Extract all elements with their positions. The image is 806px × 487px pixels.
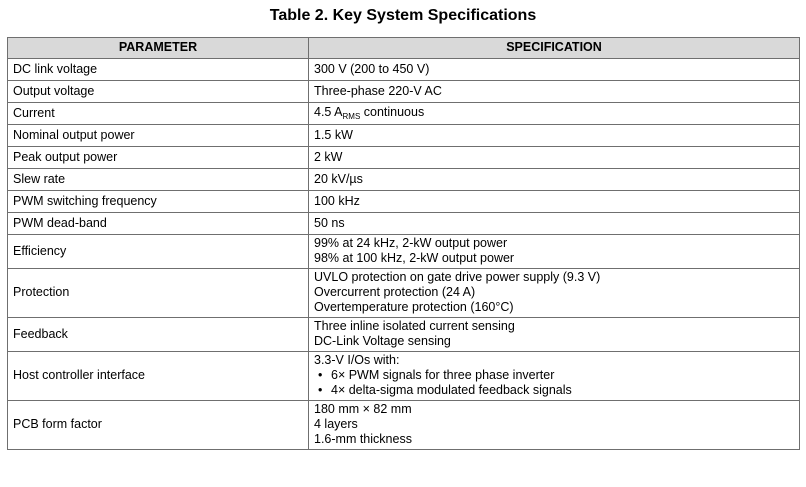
spec-line: 20 kV/µs xyxy=(314,171,363,186)
parameter-cell: Output voltage xyxy=(8,81,309,103)
table-row xyxy=(8,213,800,235)
spec-line: Three-phase 220-V AC xyxy=(314,83,442,98)
table-row xyxy=(8,169,800,191)
spec-line: 1.5 kW xyxy=(314,127,353,142)
spec-line: 300 V (200 to 450 V) xyxy=(314,61,430,76)
spec-line xyxy=(314,105,794,121)
table-row xyxy=(8,59,800,81)
parameter-cell: Protection xyxy=(8,269,309,318)
specification-cell xyxy=(309,401,800,450)
spec-line: Three inline isolated current sensing xyxy=(314,319,515,333)
table-title: Table 2. Key System Specifications xyxy=(269,7,537,24)
spec-line: 3.3-V I/Os with: xyxy=(314,353,400,367)
specification-cell xyxy=(309,169,800,191)
current-suffix: continuous xyxy=(360,105,425,119)
spec-line: UVLO protection on gate drive power supply (9.3 V) xyxy=(314,270,601,284)
bullet-icon: • xyxy=(318,368,323,382)
list-item xyxy=(314,368,794,383)
parameter-cell: PWM dead-band xyxy=(8,213,309,235)
specification-cell xyxy=(309,81,800,103)
table-row xyxy=(8,81,800,103)
specification-header: SPECIFICATION xyxy=(309,38,800,59)
parameter-cell: Feedback xyxy=(8,318,309,352)
spec-line: 1.6-mm thickness xyxy=(314,432,412,446)
table-row xyxy=(8,352,800,401)
parameter-cell: PCB form factor xyxy=(8,401,309,450)
specification-cell xyxy=(309,147,800,169)
spec-line: Overtemperature protection (160°C) xyxy=(314,300,514,314)
specification-cell xyxy=(309,269,800,318)
current-value: 4.5 A xyxy=(314,105,343,119)
spec-line: 50 ns xyxy=(314,215,345,230)
table-row xyxy=(8,147,800,169)
table-header-row xyxy=(8,38,800,59)
bullet-list xyxy=(314,368,794,398)
table-row xyxy=(8,318,800,352)
spec-line: 99% at 24 kHz, 2-kW output power xyxy=(314,236,508,250)
specification-cell xyxy=(309,59,800,81)
table-row xyxy=(8,401,800,450)
spec-line: 180 mm × 82 mm xyxy=(314,402,412,416)
parameter-cell: Efficiency xyxy=(8,235,309,269)
table-row xyxy=(8,235,800,269)
specification-cell xyxy=(309,213,800,235)
parameter-cell: Current xyxy=(8,103,309,125)
spec-line: 2 kW xyxy=(314,149,343,164)
spec-line: 98% at 100 kHz, 2-kW output power xyxy=(314,251,515,265)
parameter-cell: Host controller interface xyxy=(8,352,309,401)
bullet-text: 6× PWM signals for three phase inverter xyxy=(331,368,555,382)
table-row xyxy=(8,191,800,213)
specification-cell xyxy=(309,125,800,147)
specification-cell xyxy=(309,191,800,213)
specification-cell xyxy=(309,352,800,401)
spec-line: 4 layers xyxy=(314,417,358,431)
specification-cell xyxy=(309,103,800,125)
table-row xyxy=(8,103,800,125)
parameter-cell: Nominal output power xyxy=(8,125,309,147)
parameter-cell: PWM switching frequency xyxy=(8,191,309,213)
table-row xyxy=(8,269,800,318)
parameter-header: PARAMETER xyxy=(8,38,309,59)
spec-line: Overcurrent protection (24 A) xyxy=(314,285,476,299)
parameter-cell: DC link voltage xyxy=(8,59,309,81)
spec-line: 100 kHz xyxy=(314,193,360,208)
spec-line: DC-Link Voltage sensing xyxy=(314,334,451,348)
list-item xyxy=(314,383,794,398)
table-row xyxy=(8,125,800,147)
current-subscript: RMS xyxy=(342,112,361,121)
bullet-icon: • xyxy=(318,383,323,397)
specifications-table xyxy=(7,37,800,450)
specification-cell xyxy=(309,318,800,352)
parameter-cell: Slew rate xyxy=(8,169,309,191)
bullet-text: 4× delta-sigma modulated feedback signals xyxy=(331,383,572,397)
specification-cell xyxy=(309,235,800,269)
parameter-cell: Peak output power xyxy=(8,147,309,169)
